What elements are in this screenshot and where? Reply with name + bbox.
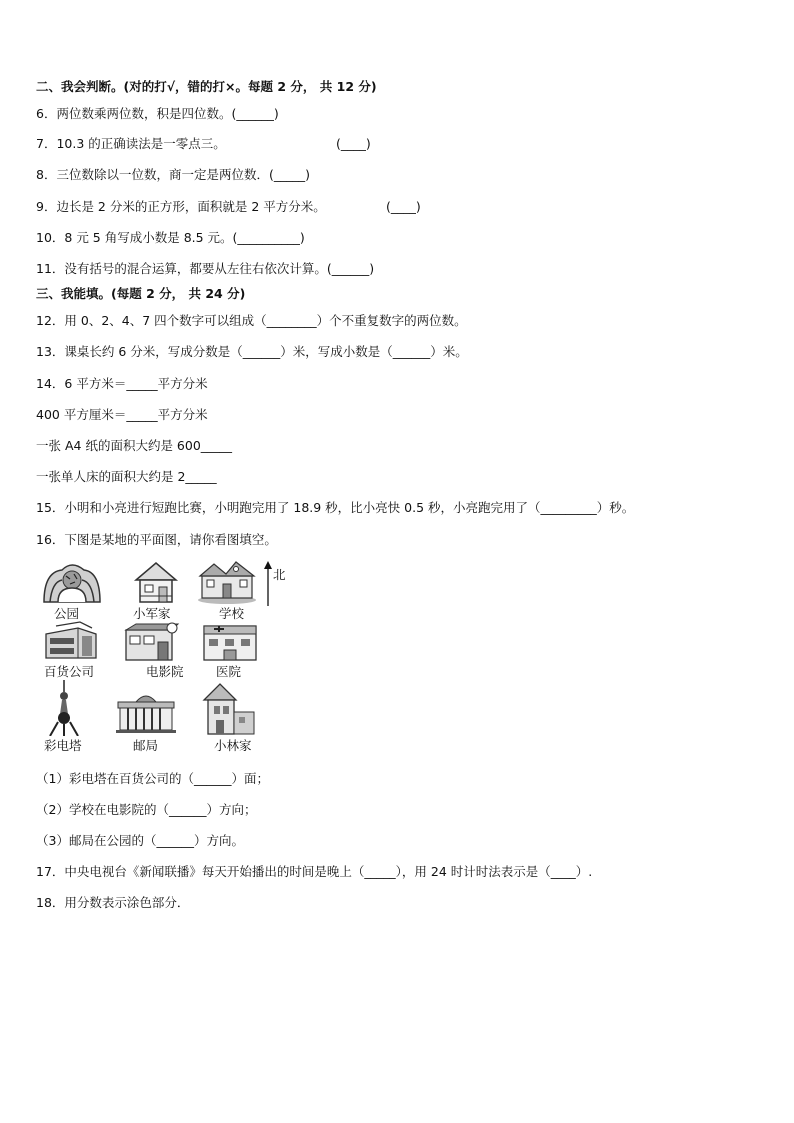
house-icon — [132, 560, 180, 604]
cinema-icon — [122, 620, 180, 664]
question-10: 10．8 元 5 角写成小数是 8.5 元。(__________) — [36, 230, 305, 245]
school-icon — [196, 558, 258, 604]
question-11: 11．没有括号的混合运算，都要从左往右依次计算。(______) — [36, 261, 375, 276]
question-18: 18．用分数表示涂色部分． — [36, 895, 190, 910]
question-16-1: （1）彩电塔在百货公司的（______）面； — [36, 771, 269, 786]
place-label-school: 学校 — [219, 606, 245, 621]
hospital-icon — [200, 620, 260, 664]
question-17: 17．中央电视台《新闻联播》每天开始播出的时间是晚上（_____），用 24 时计时法表示是（____）. — [36, 864, 593, 879]
xiaolin-home-icon — [198, 680, 258, 736]
question-16-2: （2）学校在电影院的（______）方向； — [36, 802, 257, 817]
question-16: 16．下图是某地的平面图，请你看图填空。 — [36, 532, 277, 547]
question-16-3: （3）邮局在公园的（______）方向。 — [36, 833, 244, 848]
question-14-d: 一张单人床的面积大约是 2_____ — [36, 469, 217, 484]
question-14-c: 一张 A4 纸的面积大约是 600_____ — [36, 438, 233, 453]
park-icon — [40, 562, 104, 604]
question-12: 12．用 0、2、4、7 四个数字可以组成（________）个不重复数字的两位数。 — [36, 313, 467, 328]
place-label-xiaolin-home: 小林家 — [214, 738, 252, 753]
question-7: 7．10.3 的正确读法是一零点三。 — [36, 136, 226, 151]
north-label: 北 — [273, 567, 286, 582]
place-label-department-store: 百货公司 — [44, 664, 95, 679]
place-label-hospital: 医院 — [216, 664, 242, 679]
section-3-heading: 三、我能填。(每题 2 分， 共 24 分) — [36, 286, 246, 301]
department-store-icon — [42, 618, 100, 662]
post-office-icon — [114, 688, 178, 734]
place-label-park: 公园 — [54, 606, 80, 621]
place-label-xiaojun-home: 小军家 — [133, 606, 171, 621]
question-15: 15．小明和小亮进行短跑比赛，小明跑完用了 18.9 秒，比小亮快 0.5 秒，小亮跑完用了（_________）秒。 — [36, 500, 635, 515]
place-label-tv-tower: 彩电塔 — [44, 738, 82, 753]
question-7-blank: (____) — [336, 136, 371, 151]
question-14-b: 400 平方厘米＝_____平方分米 — [36, 407, 208, 422]
question-13: 13．课桌长约 6 分米，写成分数是（______）米，写成小数是（______）米。 — [36, 344, 468, 359]
question-6: 6．两位数乘两位数，积是四位数。(______) — [36, 106, 279, 121]
tv-tower-icon — [46, 680, 82, 736]
question-9-blank: (____) — [386, 199, 421, 214]
place-label-cinema: 电影院 — [146, 664, 184, 679]
question-8: 8．三位数除以一位数，商一定是两位数．(_____) — [36, 167, 310, 182]
place-label-post-office: 邮局 — [133, 738, 159, 753]
section-2-heading: 二、我会判断。(对的打√，错的打×。每题 2 分， 共 12 分) — [36, 79, 377, 94]
question-9: 9．边长是 2 分米的正方形，面积就是 2 平方分米。 — [36, 199, 326, 214]
question-14-a: 14．6 平方米＝_____平方分米 — [36, 376, 208, 391]
